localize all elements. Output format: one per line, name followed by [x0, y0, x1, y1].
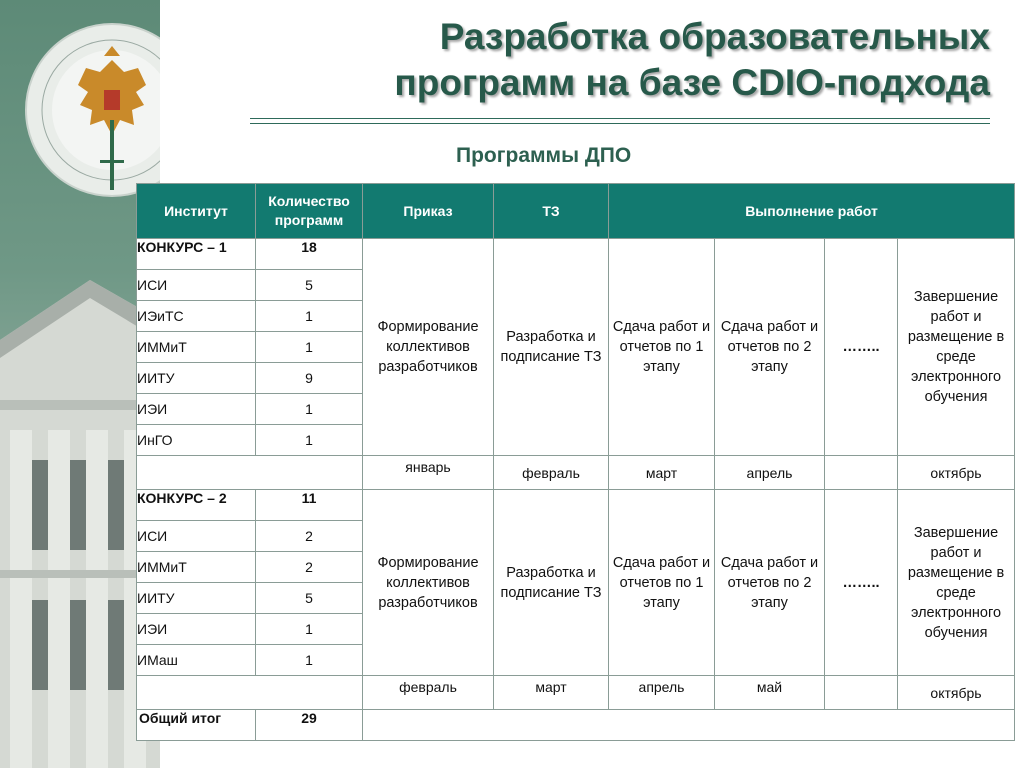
header-count-line2: программ	[274, 212, 344, 228]
title-line-1: Разработка образовательных	[439, 16, 990, 57]
count-cell: 1	[256, 614, 363, 645]
institute-cell: ИСИ	[137, 270, 256, 301]
month-row	[137, 676, 1015, 710]
month-empty	[137, 456, 363, 490]
subtitle: Программы ДПО	[456, 144, 632, 167]
institute-cell: ИММиТ	[137, 332, 256, 363]
month-cell: октябрь	[898, 676, 1015, 710]
institute-cell: ИЭИ	[137, 394, 256, 425]
table-row	[137, 239, 1015, 270]
stage-tz: Разработка и подписание ТЗ	[494, 490, 609, 676]
stage-final: Завершение работ и размещение в среде электронного обучения	[898, 239, 1015, 456]
institute-cell: ИСИ	[137, 521, 256, 552]
title-line-2: программ на базе CDIO-подхода	[394, 62, 990, 103]
count-cell: 9	[256, 363, 363, 394]
stage-order: Формирование коллективов разработчиков	[363, 239, 494, 456]
page-title	[330, 14, 990, 106]
stage-1: Сдача работ и отчетов по 1 этапу	[609, 239, 715, 456]
total-value: 29	[256, 710, 363, 741]
total-row	[137, 710, 1015, 741]
table-row	[137, 490, 1015, 521]
count-cell: 5	[256, 270, 363, 301]
stage-dots: ……..	[825, 239, 898, 456]
count-cell: 5	[256, 583, 363, 614]
institute-cell: ИММиТ	[137, 552, 256, 583]
month-cell: март	[494, 676, 609, 710]
header-tz: ТЗ	[494, 184, 609, 239]
count-cell: 1	[256, 301, 363, 332]
month-cell: январь	[363, 456, 494, 490]
count-cell: 2	[256, 552, 363, 583]
stage-order: Формирование коллективов разработчиков	[363, 490, 494, 676]
title-divider	[250, 118, 990, 119]
count-cell: 1	[256, 425, 363, 456]
month-cell: апрель	[609, 676, 715, 710]
stage-1: Сдача работ и отчетов по 1 этапу	[609, 490, 715, 676]
count-cell: 1	[256, 394, 363, 425]
title-divider-2	[250, 123, 990, 124]
month-cell: февраль	[363, 676, 494, 710]
month-cell: май	[715, 676, 825, 710]
institute-cell: ИЭиТС	[137, 301, 256, 332]
total-empty	[363, 710, 1015, 741]
institute-cell: ИнГО	[137, 425, 256, 456]
group-total: 18	[256, 239, 363, 270]
header-institute: Институт	[137, 184, 256, 239]
institute-cell: ИИТУ	[137, 583, 256, 614]
month-empty	[137, 676, 363, 710]
group-total: 11	[256, 490, 363, 521]
group-name: КОНКУРС – 1	[137, 239, 256, 270]
count-cell: 1	[256, 645, 363, 676]
table-header-row	[137, 184, 1015, 239]
month-cell	[825, 676, 898, 710]
university-seal-icon	[0, 10, 160, 200]
month-row	[137, 456, 1015, 490]
header-count-line1: Количество	[268, 193, 350, 209]
stage-tz: Разработка и подписание ТЗ	[494, 239, 609, 456]
header-order: Приказ	[363, 184, 494, 239]
month-cell: февраль	[494, 456, 609, 490]
count-cell: 2	[256, 521, 363, 552]
month-cell	[825, 456, 898, 490]
header-count	[256, 184, 363, 239]
total-label: Общий итог	[137, 710, 256, 741]
institute-cell: ИЭИ	[137, 614, 256, 645]
programs-table	[136, 183, 1015, 741]
stage-2: Сдача работ и отчетов по 2 этапу	[715, 490, 825, 676]
header-work: Выполнение работ	[609, 184, 1015, 239]
stage-dots: ……..	[825, 490, 898, 676]
count-cell: 1	[256, 332, 363, 363]
stage-2: Сдача работ и отчетов по 2 этапу	[715, 239, 825, 456]
stage-final: Завершение работ и размещение в среде электронного обучения	[898, 490, 1015, 676]
institute-cell: ИИТУ	[137, 363, 256, 394]
group-name: КОНКУРС – 2	[137, 490, 256, 521]
month-cell: октябрь	[898, 456, 1015, 490]
month-cell: апрель	[715, 456, 825, 490]
institute-cell: ИМаш	[137, 645, 256, 676]
month-cell: март	[609, 456, 715, 490]
